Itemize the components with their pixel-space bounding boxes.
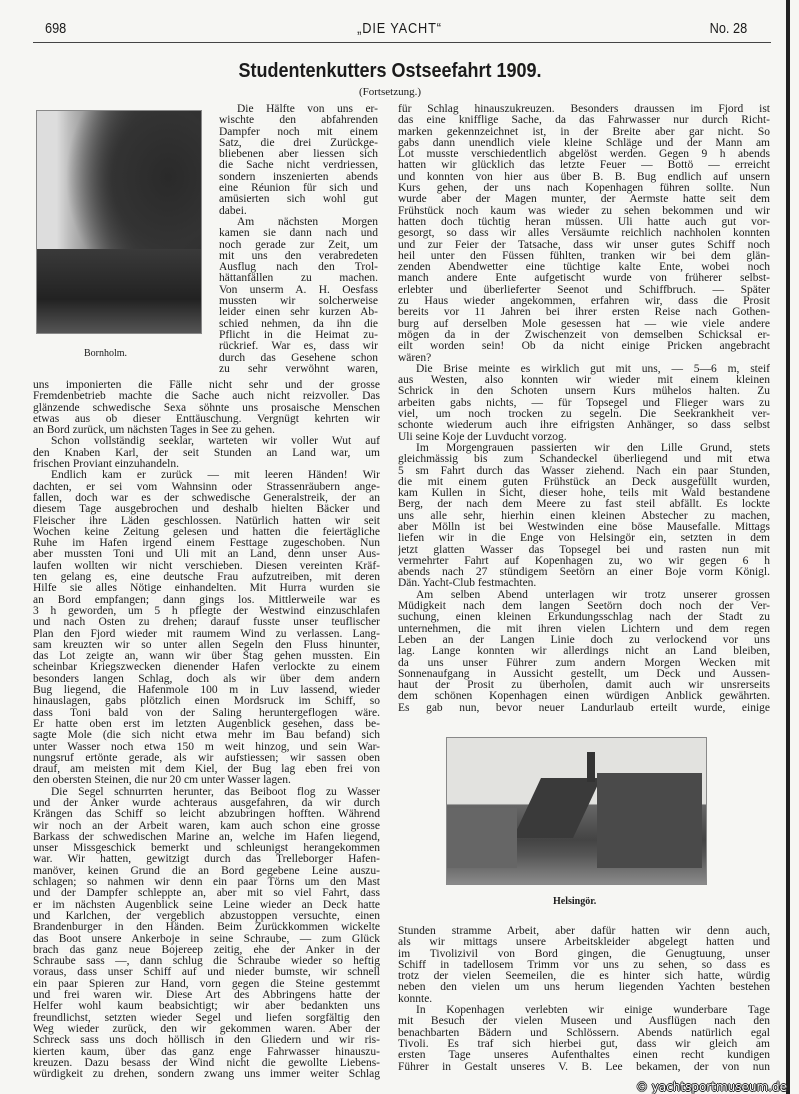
- text-line: Leben an der Langen Linie doch zu verlockend vor uns: [398, 634, 770, 646]
- text-line: diesem Tage ausgebrochen und deshalb hielten Bäcker und: [33, 504, 380, 516]
- text-line: Die Brise meinte es wirklich gut mit uns, — 5—6 m, steif: [416, 363, 770, 375]
- text-line: unternehmen, die mit ihren vielen Lichtern und dem regen: [398, 623, 770, 635]
- text-line: viel, um noch trocken zu segeln. Die Seekrankheit ver-: [398, 409, 770, 421]
- text-line: Stunden stramme Arbeit, aber dafür hatten wir denn auch,: [398, 926, 770, 937]
- text-line: sam kreuzten wir so unter allen Segeln den Fluss hinunter,: [33, 639, 380, 651]
- text-line: war. Wir hatten, gewitzigt durch das Trelleborger Hafen-: [33, 854, 380, 866]
- text-line: Im Morgengrauen passierten wir den Lille Grund, stets: [416, 442, 770, 454]
- text-line: glänzende schwedische Sexa söhnte uns prosaische Menschen: [33, 402, 380, 414]
- text-line: leider einen sehr kurzen Ab-: [219, 307, 378, 319]
- header-rule: [33, 42, 771, 43]
- text-line: Er hatte oben erst im letzten Augenblick gesehen, dass be-: [33, 718, 380, 730]
- text-line: burg auf derselben Mole gesessen hat — wie viele andere: [398, 318, 770, 330]
- text-line: marken gekennzeichnet ist, in der Breite aber gar nicht. So: [398, 126, 770, 138]
- article-title: Studentenkutters Ostseefahrt 1909.: [238, 60, 542, 82]
- left-column-text: [33, 380, 380, 1080]
- text-line: freundlichst, setzten wieder Segel und liefen sorgfältig den: [33, 1012, 380, 1024]
- article-subtitle: (Fortsetzung.): [358, 86, 421, 98]
- text-line: Die Hälfte von uns er-: [237, 104, 378, 115]
- text-line: dass Toni bald von der Saling heruntergeflogen wäre.: [33, 707, 380, 719]
- text-line: als wir mittags unsere Arbeitskleider abgelegt hatten und: [398, 937, 770, 949]
- text-line: wischte den abfahrenden: [219, 115, 378, 127]
- text-line: noch gerade zur Zeit, um: [219, 239, 378, 251]
- watermark: © yachtsportmuseum.de: [635, 1080, 787, 1094]
- text-line: Von unserm A. H. Oesfass: [219, 284, 378, 296]
- text-line: zu Haus wieder angekommen, erfahren wir, dass die Prosit: [398, 296, 770, 308]
- text-line: sondern inszenierten abends: [219, 171, 378, 183]
- text-line: arbeiten gabs nichts, — für Topsegel und Flieger wars zu: [398, 397, 770, 409]
- text-line: Weg wieder zurück, den wir gekommen waren. Aber der: [33, 1023, 380, 1035]
- text-line: Dän. Yacht-Club festmachten.: [398, 578, 537, 590]
- text-line: hättanfällen zu machen.: [219, 273, 378, 285]
- text-line: Müdigkeit nach dem langen Seetörn doch noch der Ver-: [398, 601, 770, 613]
- text-line: vermehrter Fahrt auf Kopenhagen zu, wo wir gegen 6 h: [398, 555, 770, 567]
- text-line: aber Mölln ist bei Westwinden eine böse Mausefalle. Mittags: [398, 521, 770, 533]
- text-line: und Karlchen, der vergeblich abzustoppen versuchte, einen: [33, 910, 380, 922]
- text-line: Führer in Gestalt unseres V. B. Lee bekamen, der von nun: [398, 1061, 770, 1073]
- text-line: 5 sm Fahrt durch das Wasser ziehend. Nach ein paar Stunden,: [398, 465, 770, 477]
- bornholm-photo: [36, 110, 202, 334]
- text-line: Fleischer ihre Läden geschlossen. Natürlich hatten wir seit: [33, 515, 380, 527]
- text-line: kam Kullen in Sicht, dieser hohe, teils mit Wald bestandene: [398, 488, 770, 500]
- text-line: Sonnenaufgang in Aussicht gestellt, um Deck und Aussen-: [398, 668, 770, 680]
- text-line: Am selben Abend unterlagen wir trotz unserer grossen: [416, 589, 770, 601]
- text-line: manöver, keinen Grund die an Bord gegebene Leine auszu-: [33, 865, 380, 877]
- text-line: hatten doch tüchtig heran müssen. Uli hatte auch gut vor-: [398, 216, 770, 228]
- helsingor-photo: [446, 737, 707, 885]
- text-line: eine Réunion für sich und: [219, 183, 378, 195]
- text-line: Dampfer noch mit einem: [219, 126, 378, 138]
- text-line: mit Besuch der vielen Museen und Ausflügen nach den: [398, 1016, 770, 1028]
- text-line: den Knaben Karl, der seit Stunden an Land war, um: [33, 447, 380, 459]
- text-line: aber mussten Toni und Uli mit an Land, denn unser Aus-: [33, 549, 380, 561]
- page-edge: [786, 0, 790, 1094]
- text-line: suchung, einen kleinen Erkundungsschlag nach der Stadt zu: [398, 612, 770, 624]
- text-line: bereits vor 11 Jahren bei ihrer ersten Reise nach Gothen-: [398, 307, 770, 319]
- text-line: benachbarten Bädern und Schlössern. Abends natürlich egal: [398, 1027, 770, 1039]
- text-line: Wochen keine Zeitung gelesen und hatten die feiertägliche: [33, 526, 380, 538]
- text-line: Frühstück noch kaum was wieder zu sehen bekommen und wir: [398, 205, 770, 217]
- text-line: drauf, am meisten mit dem Kiel, der Bug lag eben frei von: [33, 764, 380, 776]
- text-line: Pflicht in die Heimat zu-: [219, 329, 378, 341]
- text-line: und nach Osten zu drehen; darauf fusste unser teuflischer: [33, 617, 380, 629]
- text-line: Berg, der nach dem Meere zu fast steil abfällt. Es lockte: [398, 499, 770, 511]
- text-line: Brandenburger in den Händen. Beim Zurückkommen wickelte: [33, 922, 380, 934]
- text-line: etwas aus ob dieser Enttäuschung. Vergnügt kehrten wir: [33, 413, 380, 425]
- text-line: den obersten Steinen, die nur 20 cm unter Wasser lagen.: [33, 775, 291, 787]
- text-line: zu sehr verwöhnt waren,: [219, 363, 378, 375]
- text-line: kreuzen. Dazu besass der Wind nicht die gewollte Liebens-: [33, 1057, 380, 1069]
- text-line: uns alle sehr, hierhin einen kleinen Abstecher zu machen,: [398, 510, 770, 522]
- text-line: schonte wiederum auch ihre eifrigsten Anhänger, so dass selbst: [398, 420, 770, 432]
- text-line: schlagen; so nahmen wir denn ein paar Törns um den Mast: [33, 877, 380, 889]
- text-line: dem schönen Kopenhagen einen würdigen Anblick gewährten.: [398, 691, 770, 703]
- text-line: das eine knifflige Sache, da das Fahrwasser nur durch Richt-: [398, 115, 770, 127]
- text-line: und konnten von hier aus über B. B. Bug endlich auf unsern: [398, 171, 770, 183]
- text-line: Schiff in tadellosem Trimm vor uns zu sehen, so dass es: [398, 959, 770, 971]
- text-line: mussten wir solcherweise: [219, 296, 378, 308]
- text-line: das Boot unsere Ankerboje in seine Schraube, — zum Glück: [33, 933, 380, 945]
- text-line: zenden Abendwetter eine tüchtige kalte Ente, wobei noch: [398, 262, 770, 274]
- text-line: für Schlag hinauszukreuzen. Besonders draussen im Fjord ist: [398, 104, 770, 115]
- text-line: unser Missgeschick bemerkt und schleunigst herangekommen: [33, 843, 380, 855]
- text-line: Satz, die drei Zurückge-: [219, 137, 378, 149]
- text-line: Barkass der schwedischen Marine an, welche im Hafen liegend,: [33, 831, 380, 843]
- page-number: 698: [45, 20, 67, 37]
- right-column-text: [398, 104, 770, 714]
- text-line: die Sache nicht verdriessen,: [219, 160, 378, 172]
- text-line: gabs dann unendlich viele kleine Schläge und der Mann am: [398, 137, 770, 149]
- text-line: die mit einem guten Frühstück an Deck ausgefüllt wurden,: [398, 476, 770, 488]
- text-line: besonders langen Schlag, doch als wir über dem andern: [33, 673, 380, 685]
- text-line: Bug liegend, die Hafenmole 100 m in Luv lassend, wieder: [33, 685, 380, 697]
- text-line: an Bord zurück, um nächsten Tages in See zu gehen.: [33, 425, 276, 437]
- text-line: liefen wir in die Enge von Helsingör ein, setzten in dem: [398, 533, 770, 545]
- text-line: aus Westen, also konnten wir wieder mit einem kleinen: [398, 375, 770, 387]
- text-line: nungsruf ertönte gerade, als wir aufstiessen; wir sassen oben: [33, 752, 380, 764]
- text-line: voraus, dass unser Schiff auf und nieder bumste, wir schnell: [33, 967, 380, 979]
- text-line: neben den vielen um uns herum liegenden Yachten bestehen: [398, 982, 770, 994]
- text-line: schied nehmen, da ihn die: [219, 318, 378, 330]
- text-line: Die Segel schnurrten herunter, das Beiboot flog zu Wasser: [51, 786, 380, 798]
- text-line: Ruhe im Hafen irgend einem Festtage zugeschoben. Nun: [33, 538, 380, 550]
- text-line: dachten, er sei vom Wahnsinn oder Strassenräubern ange-: [33, 481, 380, 493]
- text-line: Schraube sass —, dann schlug die Schraube wieder so heftig: [33, 956, 380, 968]
- text-line: wurde aber der Magen munter, der Aermste hatte seit dem: [398, 194, 770, 206]
- text-line: manch andere Ente aufgetischt wurde von früherer selbst-: [398, 273, 770, 285]
- left-column-beside-image: [219, 104, 378, 375]
- text-line: In Kopenhagen verlebten wir einige wunderbare Tage: [416, 1005, 770, 1017]
- text-line: er im nächsten Augenblick seine Leine wieder an Deck hatte: [33, 899, 380, 911]
- text-line: und der Dampfer schleppte an, aber mit so viel Fahrt, dass: [33, 888, 380, 900]
- text-line: ein paar Spieren zur Hand, vorn gegen die Steine gestemmt: [33, 978, 380, 990]
- text-line: und zur Feier der Tatsache, dass wir unser gutes Schiff noch: [398, 239, 770, 251]
- text-line: Plan den Fjord wieder mit raumem Wind zu verlassen. Lang-: [33, 628, 380, 640]
- text-line: und der Anker wurde achteraus ausgefahren, da wir durch: [33, 797, 380, 809]
- text-line: gesorgt, so dass wir alles Versäumte reichlich nachholen konnten: [398, 228, 770, 240]
- text-line: mit uns den verabredeten: [219, 250, 378, 262]
- text-line: Uli seine Koje der Luvducht vorzog.: [398, 431, 567, 443]
- text-line: Endlich kam er zurück — mit leeren Händen! Wir: [51, 470, 380, 482]
- text-line: da uns unser Führer zum andern Morgen Wecken mit: [398, 657, 770, 669]
- text-line: brach das ganz neue Bojereep zeitig, ehe der Anker in der: [33, 944, 380, 956]
- text-line: unter Wasser noch etwa 150 m weit hinzog, und sein War-: [33, 741, 380, 753]
- text-line: scheinbar Kriegszwecken dienender Hafen verlockte zu einem: [33, 662, 380, 674]
- text-line: ersten Tage unseres Aufenthaltes einen recht kundigen: [398, 1050, 770, 1062]
- text-line: frischen Proviant einzuhandeln.: [33, 459, 179, 471]
- text-line: fallen, doch war es der schwedische Generalstreik, der an: [33, 492, 380, 504]
- text-line: Am nächsten Morgen: [237, 216, 378, 228]
- text-line: 3 h geworden, um 5 h pflegte der Westwind einzuschlafen: [33, 605, 380, 617]
- helsingor-caption: Helsingör.: [553, 896, 597, 907]
- text-line: dabei.: [219, 205, 247, 217]
- text-line: das Lot zeigte an, wann wir über Stag gehen mussten. Ein: [33, 651, 380, 663]
- text-line: bliebenen aber liessen sich: [219, 149, 378, 161]
- text-line: Schrick in den Schoten unsern Kurs mühelos halten. Zu: [398, 386, 770, 398]
- text-line: wären?: [398, 352, 432, 364]
- text-line: und frei waren wir. Diese Art des Abbringens hatte der: [33, 990, 380, 1002]
- text-line: hatten wir glücklich das letzte Feuer — Bottö — erreicht: [398, 160, 770, 172]
- text-line: gleichmässig bis zum Schandeckel überliegend und mit etwa: [398, 454, 770, 466]
- text-line: mögen da in der Zwischenzeit von demselben Schicksal er-: [398, 329, 770, 341]
- text-line: heil unter den Füssen fühlten, tranken wir bei dem glän-: [398, 250, 770, 262]
- text-line: würdigkeit zu drehen, sondern zwang uns immer weiter Schlag: [33, 1069, 380, 1081]
- text-line: hinauslagen, gabs plötzlich einen Mordsruck im Schiff, so: [33, 696, 380, 708]
- text-line: Helfer wohl kaum beabsichtigt; wir aber bedankten uns: [33, 1001, 380, 1013]
- text-line: trotz der vielen Seemeilen, die es hinter sich hatte, würdig: [398, 971, 770, 983]
- text-line: Ausflug nach den Trol-: [219, 262, 378, 274]
- text-line: kamen sie dann nach und: [219, 228, 378, 240]
- text-line: Tivoli. Es traf sich hierbei gut, dass wir gleich am: [398, 1038, 770, 1050]
- bornholm-caption: Bornholm.: [84, 348, 128, 359]
- text-line: ten gelang es, eine deutsche Frau aufzutreiben, mit deren: [33, 572, 380, 584]
- text-line: abends nach 27 stündigem Seetörn an einer Boje vorm Königl.: [398, 567, 770, 579]
- text-line: lag. Lange konnten wir allerdings nicht an Land bleiben,: [398, 646, 770, 658]
- text-line: erlebter und überlieferter Seenot und Schiffbruch. — Später: [398, 284, 770, 296]
- text-line: eilt worden sein! Ob da nicht einige Pricken angebracht: [398, 341, 770, 353]
- text-line: Kurs gehen, der uns nach Kopenhagen führen sollte. Nun: [398, 183, 770, 195]
- text-line: jetzt glatten Wasser das Topsegel bei und rasten nun mit: [398, 544, 770, 556]
- text-line: Fremdenbetrieb machte die Sache auch nicht reizvoller. Das: [33, 391, 380, 403]
- text-line: rückrief. War es, dass wir: [219, 341, 378, 353]
- text-line: Lot musste verschiedentlich abgelöst werden. Gegen 9 h abends: [398, 149, 770, 161]
- journal-title: „DIE YACHT“: [357, 20, 442, 37]
- text-line: Schreck sass uns doch höllisch in den Gliedern und wir ris-: [33, 1035, 380, 1047]
- text-line: sagte Mole (die sich nicht etwa mehr im Bau befand) sich: [33, 730, 380, 742]
- text-line: an Bord empfangen; dann gings los. Mittlerweile war es: [33, 594, 380, 606]
- right-column-lower-text: [398, 926, 770, 1073]
- text-line: laufen wollten wir nicht verschieben. Diesen vereinten Kräf-: [33, 560, 380, 572]
- text-line: Schon vollständig seeklar, warteten wir voller Wut auf: [51, 436, 380, 448]
- text-line: haut der Prosit zu überholen, damit auch wir unsrerseits: [398, 680, 770, 692]
- text-line: uns imponierten die Fälle nicht sehr und der grosse: [33, 380, 380, 391]
- text-line: kierten kaum, über das ganz enge Fahrwasser hinauszu-: [33, 1046, 380, 1058]
- text-line: amüsierten sich wohl gut: [219, 194, 378, 206]
- text-line: im Tivolizivil von Bord gingen, die Genugtuung, unser: [398, 948, 770, 960]
- text-line: wir noch an der Arbeit waren, kam auch schon eine grosse: [33, 820, 380, 832]
- text-line: Krängen das Schiff so leicht abzubringen hofften. Während: [33, 809, 380, 821]
- text-line: konnte.: [398, 993, 433, 1005]
- text-line: Es gab nun, bevor neuer Landurlaub erteilt wurde, einige: [398, 702, 770, 714]
- issue-number: No. 28: [709, 20, 747, 37]
- text-line: durch das Gesehene schon: [219, 352, 378, 364]
- text-line: Hilfe sie alles Nötige einhandelten. Mit Hurra wurden sie: [33, 583, 380, 595]
